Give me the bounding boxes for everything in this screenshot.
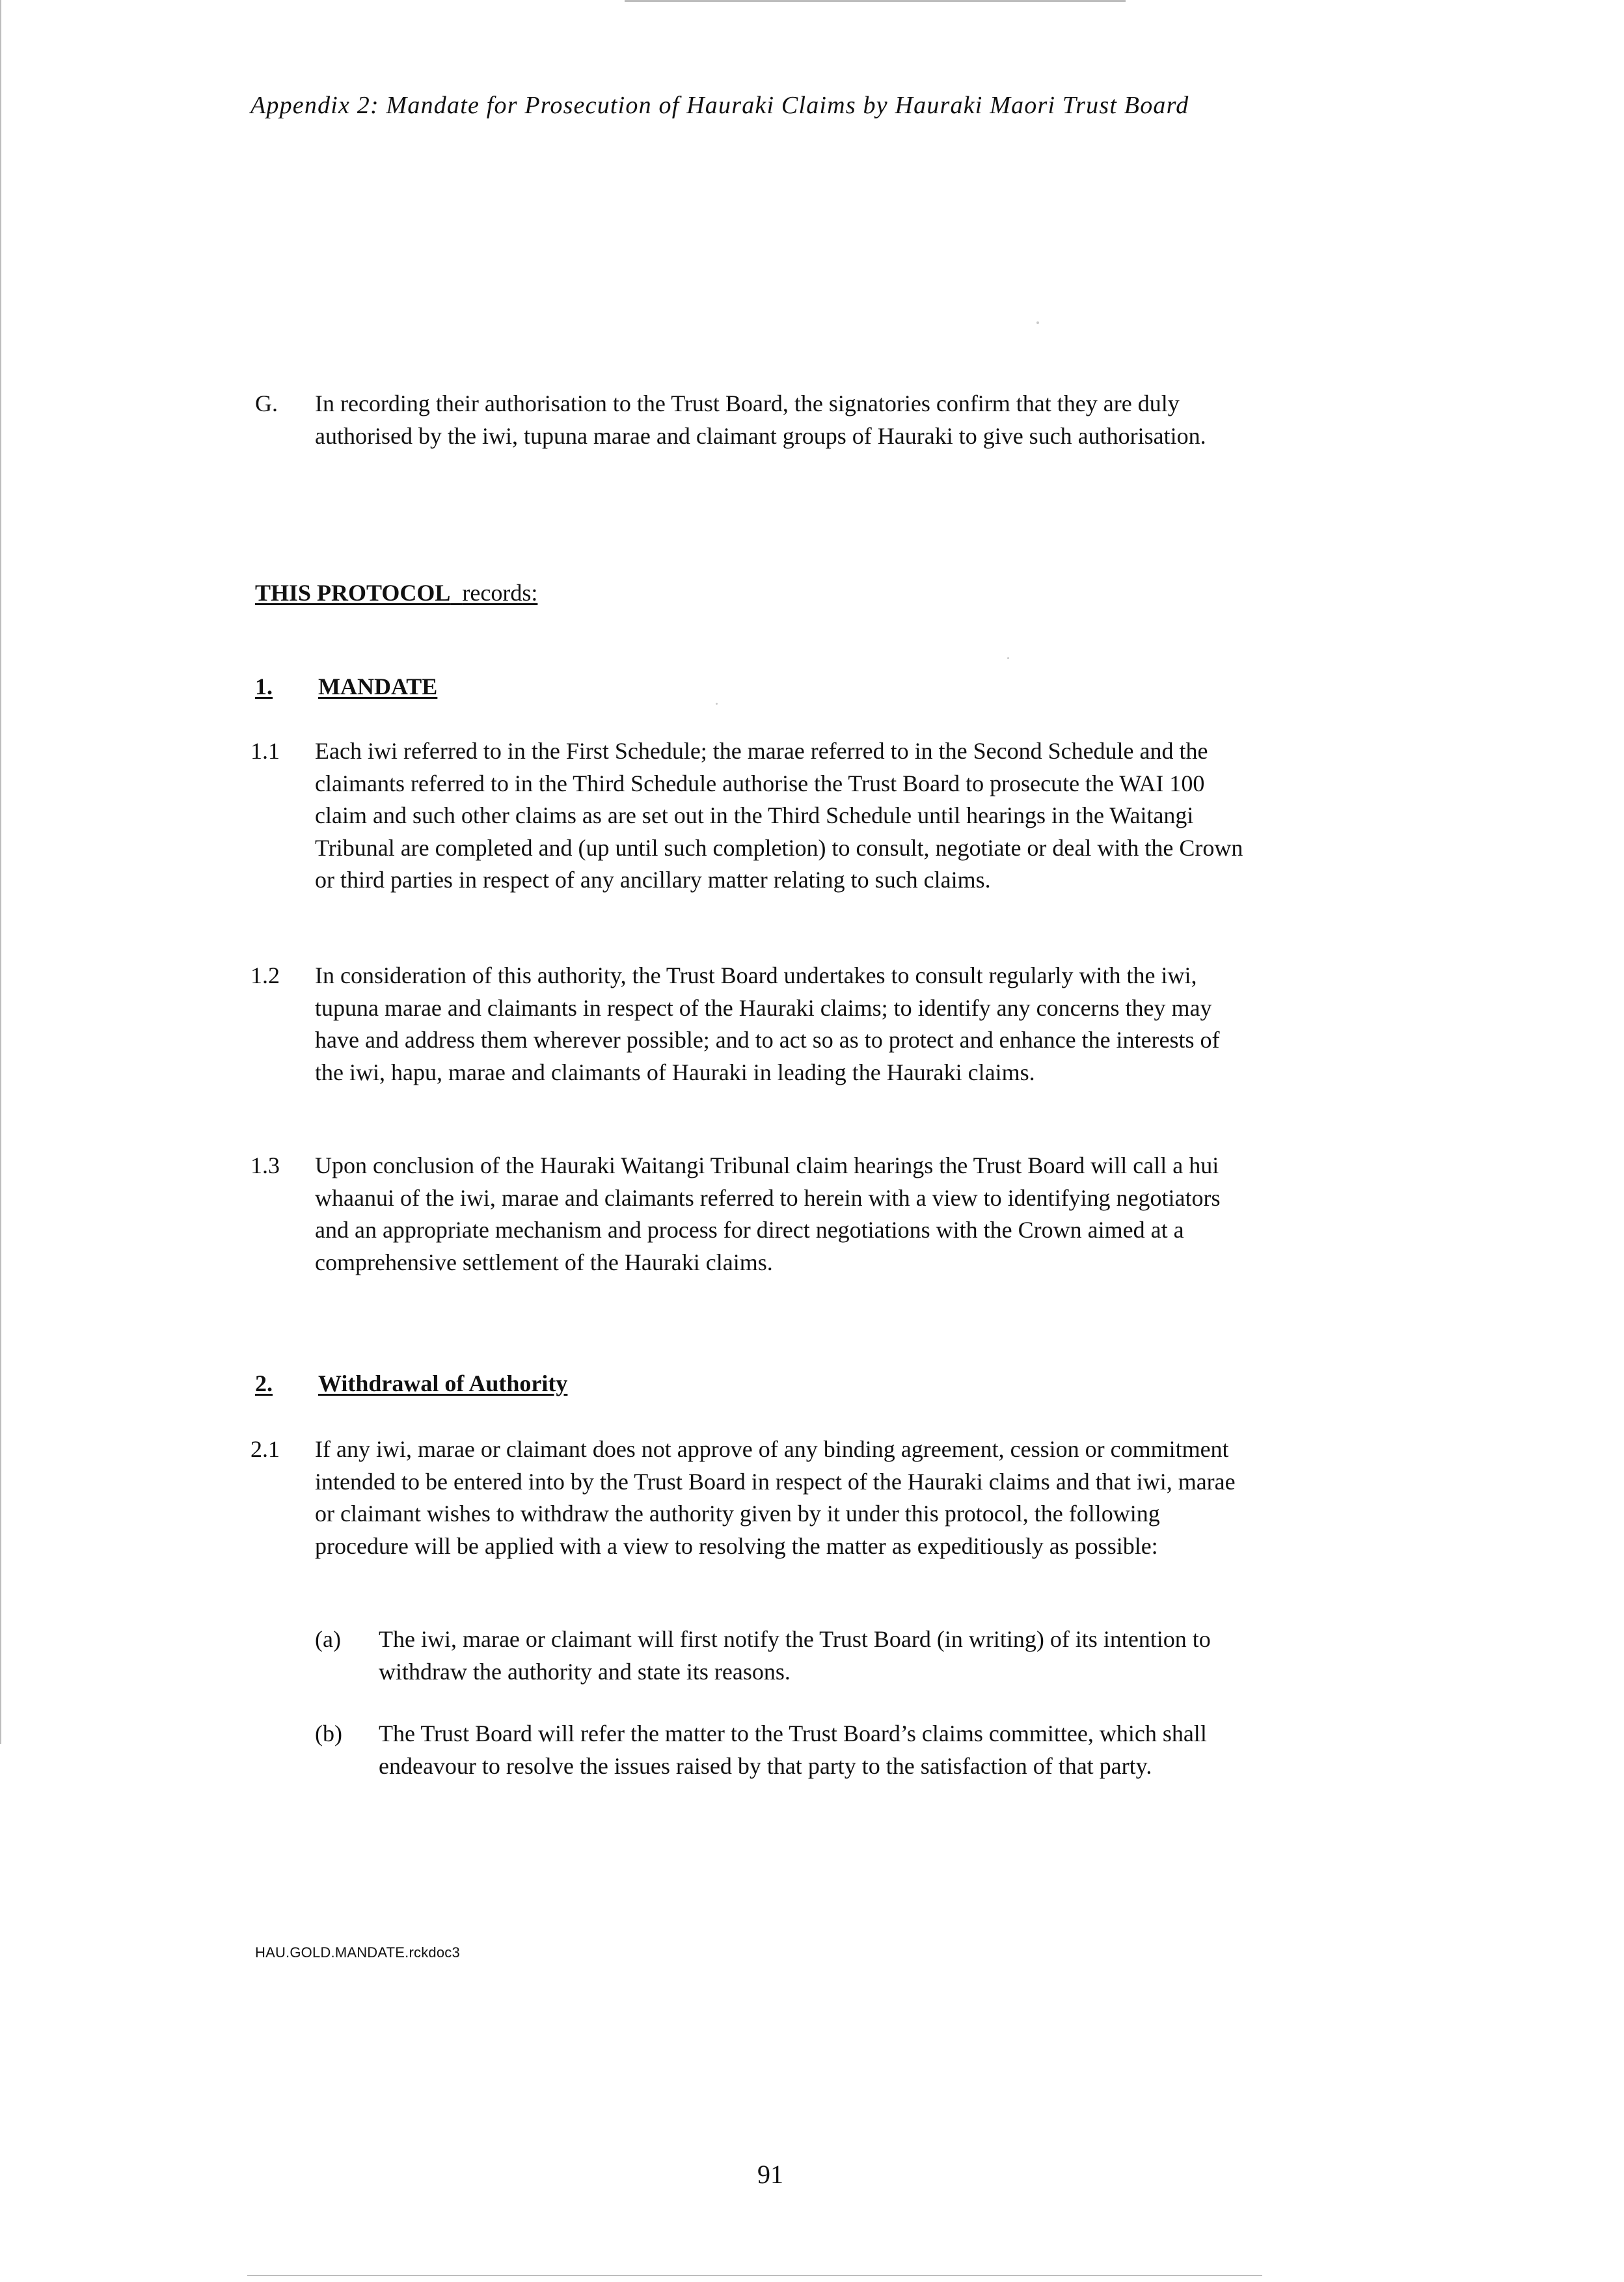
clause-number: 1.3 [250,1152,280,1178]
clause-text: If any iwi, marae or claimant does not approve of any binding agreement, cession or commitment intended to be entered into by the Trust Board in respect of the Hauraki claims and that iwi, marae or claimant wishes to withdraw the authority given by it under this protocol, the following procedure will be applied with a view to resolving the matter as expeditiously as possible: [315,1436,1236,1559]
page-number: 91 [757,2160,783,2189]
section-heading [255,1370,567,1397]
clause-text: Each iwi referred to in the First Schedule; the marae referred to in the Second Schedule and the claimants referred to in the Third Schedule authorise the Trust Board to prosecute the WAI 100 claim and such other claims as are set out in the Third Schedule until hearings in the Waitangi Tribunal are completed and (up until such completion) to consult, negotiate or deal with the Crown or third parties in respect of any ancillary matter relating to such claims. [315,738,1243,893]
clause-number: 2.1 [250,1436,280,1462]
scan-speck [716,703,718,705]
page-header: Appendix 2: Mandate for Prosecution of Hauraki Claims by Hauraki Maori Trust Board [250,92,1189,119]
scan-speck [1007,657,1009,659]
protocol-intro [255,579,537,606]
scan-edge-bottom [247,2275,1262,2276]
subclause-text: The Trust Board will refer the matter to the Trust Board’s claims committee, which shall endeavour to resolve the issues raised by that party to the satisfaction of that party. [379,1720,1207,1779]
section-title: MANDATE [318,673,438,700]
section-title: Withdrawal of Authority [318,1370,568,1396]
section-number: 2. [255,1370,273,1396]
subclause-label: (b) [315,1720,342,1746]
section-heading [255,673,437,700]
clause-text: In consideration of this authority, the Trust Board undertakes to consult regularly with the iwi, tupuna marae and claimants in respect of the Hauraki claims; to identify any concerns they may have and address them wherever possible; and to act so as to protect and enhance the interests of the iwi, hapu, marae and claimants of Hauraki in leading the Hauraki claims. [315,962,1220,1085]
scan-edge-left [0,0,1,1744]
document-code: HAU.GOLD.MANDATE.rckdoc3 [255,1944,460,1961]
clause-number: 1.1 [250,738,280,764]
recital-label: G. [255,390,278,416]
clause-text: Upon conclusion of the Hauraki Waitangi Tribunal claim hearings the Trust Board will call a hui whaanui of the iwi, marae and claimants referred to herein with a view to identifying negotiators and an appropriate mechanism and process for direct negotiations with the Crown aimed at a comprehensive settlement of the Hauraki claims. [315,1152,1221,1275]
section-number: 1. [255,673,273,700]
recital-text: In recording their authorisation to the Trust Board, the signatories confirm that they are duly authorised by the iwi, tupuna marae and claimant groups of Hauraki to give such authorisation. [315,390,1206,449]
protocol-heading: THIS PROTOCOL [255,580,451,606]
scan-edge-top [625,0,1126,2]
clause-number: 1.2 [250,962,280,988]
scan-speck [1036,321,1039,324]
subclause-text: The iwi, marae or claimant will first notify the Trust Board (in writing) of its intention to withdraw the authority and state its reasons. [379,1626,1211,1685]
subclause-label: (a) [315,1626,341,1652]
protocol-intro-rest: records: [462,580,538,606]
